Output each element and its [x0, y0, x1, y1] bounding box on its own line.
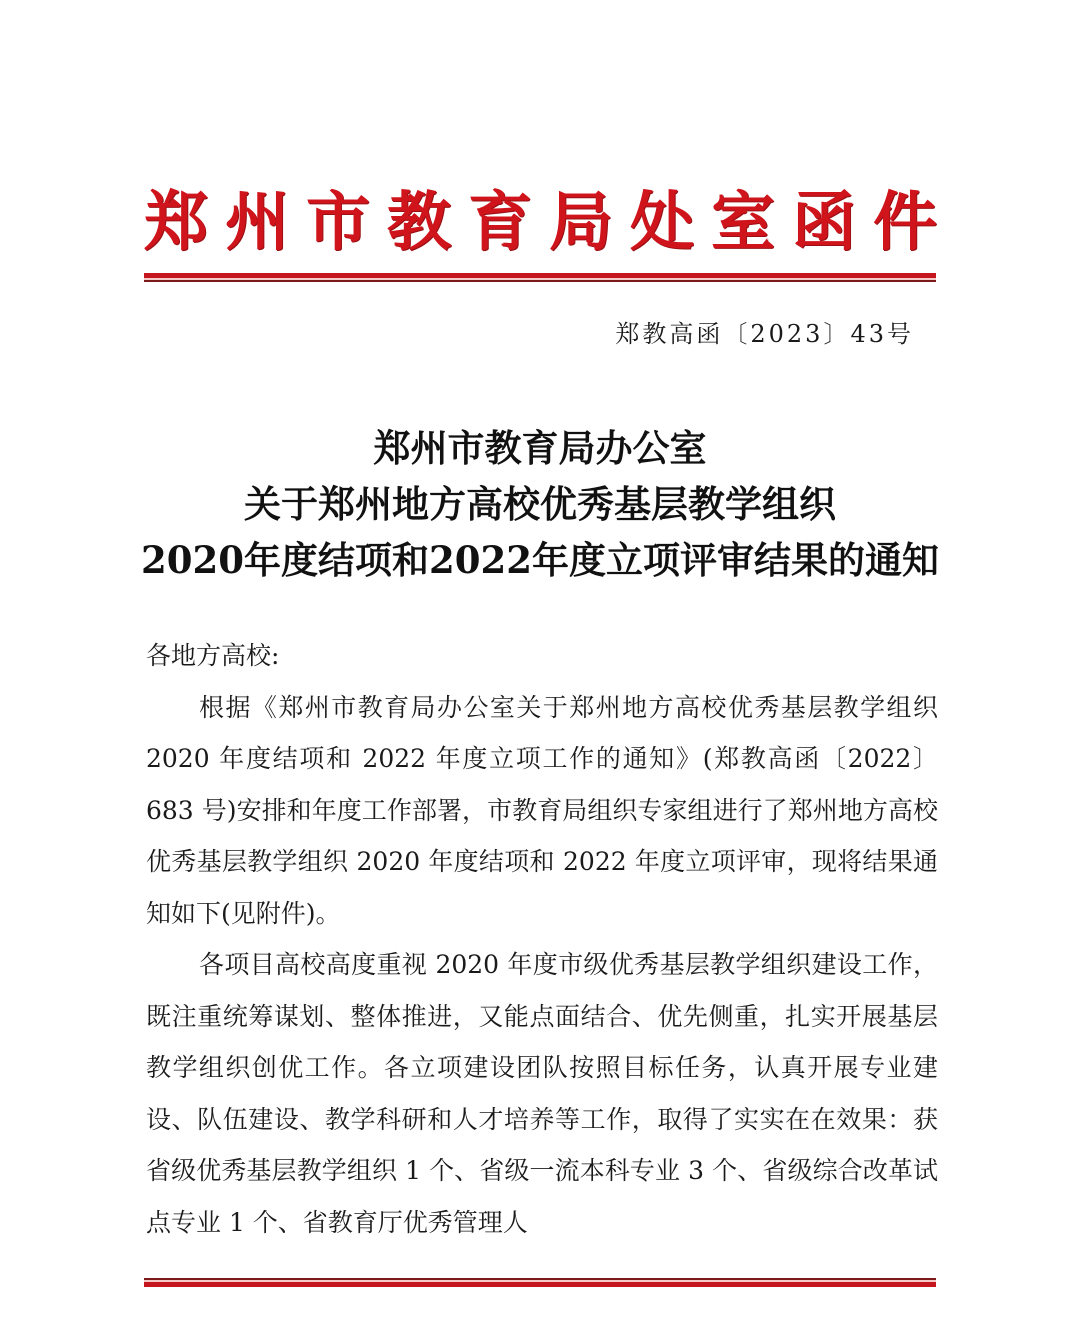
document-body: [146, 630, 938, 1248]
footer-divider: [144, 1278, 936, 1287]
body-paragraph-2: 各项目高校高度重视 2020 年度市级优秀基层教学组织建设工作，既注重统筹谋划、整体推进，又能点面结合、优先侧重，扎实开展基层教学组织创优工作。各立项建设团队按照目标任务，认真开展专业建设、队伍建设、教学科研和人才培养等工作，取得了实实在在效果：获省级优秀基层教学组织 1 个、省级一流本科专业 3 个、省级综合改革试点专业 1 个、省教育厅优秀管理人: [146, 950, 938, 1237]
divider-thick-line: [144, 1282, 936, 1287]
document-number: 郑教高函〔2023〕43号: [615, 320, 914, 348]
body-paragraph-1: 根据《郑州市教育局办公室关于郑州地方高校优秀基层教学组织 2020 年度结项和 2022 年度立项工作的通知》(郑教高函〔2022〕683 号)安排和年度工作部署，市教育局组织专家组进行了郑州地方高校优秀基层教学组织 2020 年度结项和 2022 年度立项评审，现将结果通知如下(见附件)。: [146, 692, 938, 928]
title-line-1: 郑州市教育局办公室: [373, 426, 707, 470]
document-title: [140, 420, 940, 588]
title-line-2: 关于郑州地方高校优秀基层教学组织: [244, 482, 836, 526]
salutation: 各地方高校:: [146, 641, 280, 670]
letterhead-title: 郑州市教育局处室函件: [144, 185, 954, 260]
letterhead-divider: [144, 273, 936, 282]
title-line-3: 2020年度结项和2022年度立项评审结果的通知: [141, 538, 939, 582]
divider-thin-line: [144, 280, 936, 282]
